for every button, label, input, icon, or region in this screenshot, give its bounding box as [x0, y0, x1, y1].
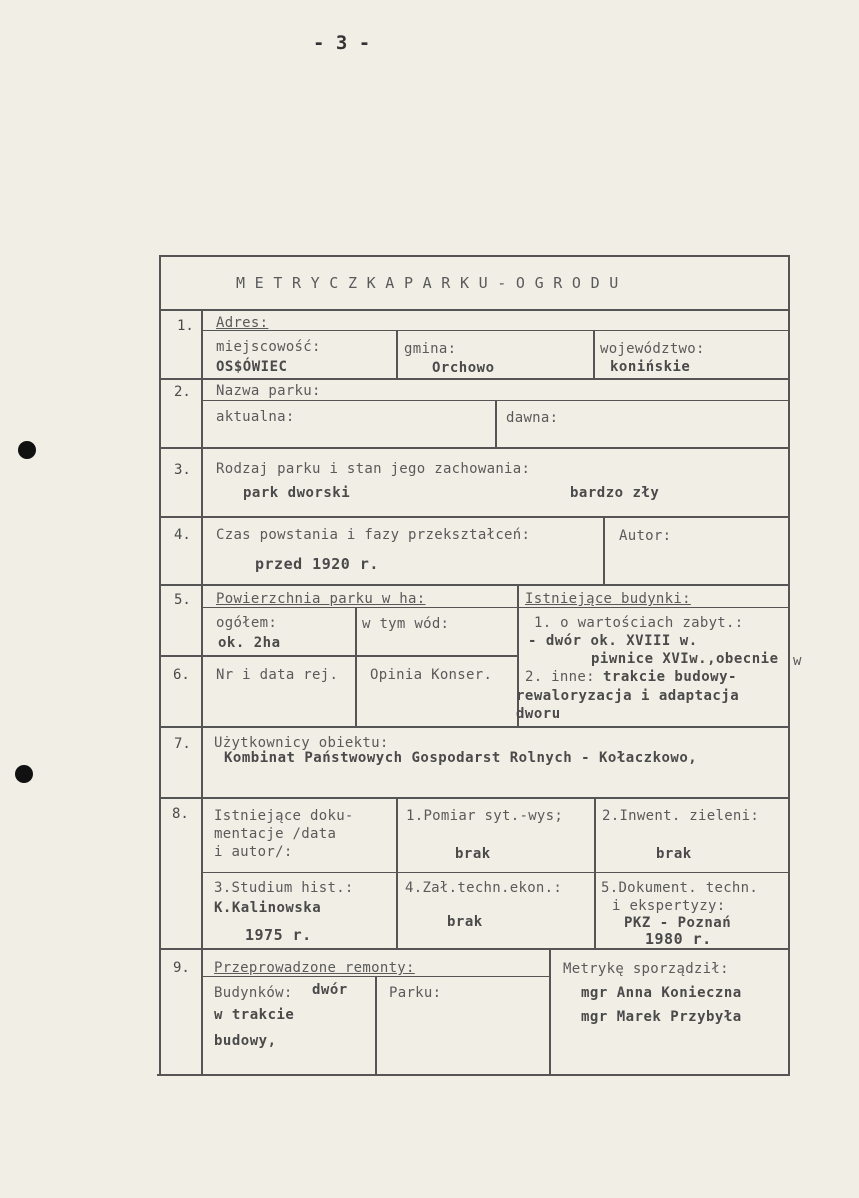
renovations-label: Przeprowadzone remonty: [214, 960, 415, 976]
section-number-8: 8. [172, 806, 189, 822]
documentation-label-3: i autor/: [214, 844, 293, 860]
buildings-line-5: rewaloryzacja i adaptacja [516, 688, 740, 704]
punch-hole-bottom [15, 765, 33, 783]
buildings-line-1: 1. o wartościach zabyt.: [534, 615, 744, 631]
buildings-line-4: trakcie budowy- [603, 669, 737, 685]
park-name-label: Nazwa parku: [216, 383, 321, 399]
history-study-label: 3.Studium hist.: [214, 880, 354, 896]
greenery-inventory-label: 2.Inwent. zieleni: [602, 808, 760, 824]
gmina-label: gmina: [404, 341, 457, 357]
wojewodztwo-label: województwo: [600, 341, 705, 357]
prepared-by-label: Metrykę sporządził: [563, 961, 729, 977]
registration-label: Nr i data rej. [216, 667, 339, 683]
form-title: M E T R Y C Z K A P A R K U - O G R O D U [236, 274, 619, 292]
park-renovation-label: Parku: [389, 985, 442, 1001]
author-label: Autor: [619, 528, 672, 544]
section-number-9: 9. [173, 960, 190, 976]
section-number-6: 6. [173, 667, 190, 683]
park-type-label: Rodzaj parku i stan jego zachowania: [216, 461, 531, 477]
condition-value: bardzo zły [570, 485, 660, 501]
documentation-label-2: mentacje /data [214, 826, 337, 842]
gmina-value: Orchowo [432, 360, 495, 376]
users-value: Kombinat Państwowych Gospodarst Rolnych - Kołaczkowo, [224, 750, 698, 766]
tech-docs-label-1: 5.Dokument. techn. [601, 880, 759, 896]
tech-docs-label-2: i ekspertyzy: [612, 898, 726, 914]
park-type-value: park dworski [243, 485, 351, 501]
section-number-3: 3. [174, 462, 191, 478]
total-area-value: ok. 2ha [218, 635, 281, 651]
former-name-label: dawna: [506, 410, 559, 426]
creation-time-value: przed 1920 r. [255, 555, 379, 573]
tech-econ-label: 4.Zał.techn.ekon.: [405, 880, 563, 896]
documentation-label-1: Istniejące doku- [214, 808, 354, 824]
miejscowosc-label: miejscowość: [216, 339, 321, 355]
miejscowosc-value: OS$ÓWIEC [216, 359, 288, 375]
address-label: Adres: [216, 315, 269, 331]
section-number-2: 2. [174, 384, 191, 400]
users-label: Użytkownicy obiektu: [214, 735, 389, 751]
margin-note: w [793, 653, 802, 669]
history-study-year: 1975 r. [245, 926, 312, 944]
buildings-renovation-label: Budynków: [214, 985, 293, 1001]
wojewodztwo-value: konińskie [610, 359, 691, 375]
buildings-line-4-prefix: 2. inne: [525, 669, 595, 685]
tech-docs-value-2: 1980 r. [645, 930, 712, 948]
section-number-7: 7. [174, 736, 191, 752]
survey-value: brak [455, 846, 491, 862]
total-area-label: ogółem: [216, 615, 278, 631]
prepared-by-person-1: mgr Anna Konieczna [581, 985, 742, 1001]
conservator-opinion-label: Opinia Konser. [370, 667, 493, 683]
area-label: Powierzchnia parku w ha: [216, 591, 426, 607]
page-number: - 3 - [313, 32, 371, 54]
buildings-renovation-value-3: budowy, [214, 1033, 277, 1049]
tech-docs-value-1: PKZ - Poznań [624, 915, 732, 931]
creation-time-label: Czas powstania i fazy przekształceń: [216, 527, 531, 543]
survey-label: 1.Pomiar syt.-wys; [406, 808, 564, 824]
section-number-1: 1. [177, 318, 194, 334]
current-name-label: aktualna: [216, 409, 295, 425]
buildings-line-3: piwnice XVIw.,obecnie [591, 651, 779, 667]
water-area-label: w tym wód: [362, 616, 450, 632]
buildings-renovation-value-1: dwór [312, 982, 348, 998]
buildings-line-2: - dwór ok. XVIII w. [528, 633, 698, 649]
history-study-author: K.Kalinowska [214, 900, 322, 916]
greenery-inventory-value: brak [656, 846, 692, 862]
buildings-line-6: dworu [516, 706, 561, 722]
section-number-4: 4. [174, 527, 191, 543]
punch-hole-top [18, 441, 36, 459]
buildings-renovation-value-2: w trakcie [214, 1007, 295, 1023]
prepared-by-person-2: mgr Marek Przybyła [581, 1009, 742, 1025]
buildings-label: Istniejące budynki: [525, 591, 691, 607]
section-number-5: 5. [174, 592, 191, 608]
tech-econ-value: brak [447, 914, 483, 930]
